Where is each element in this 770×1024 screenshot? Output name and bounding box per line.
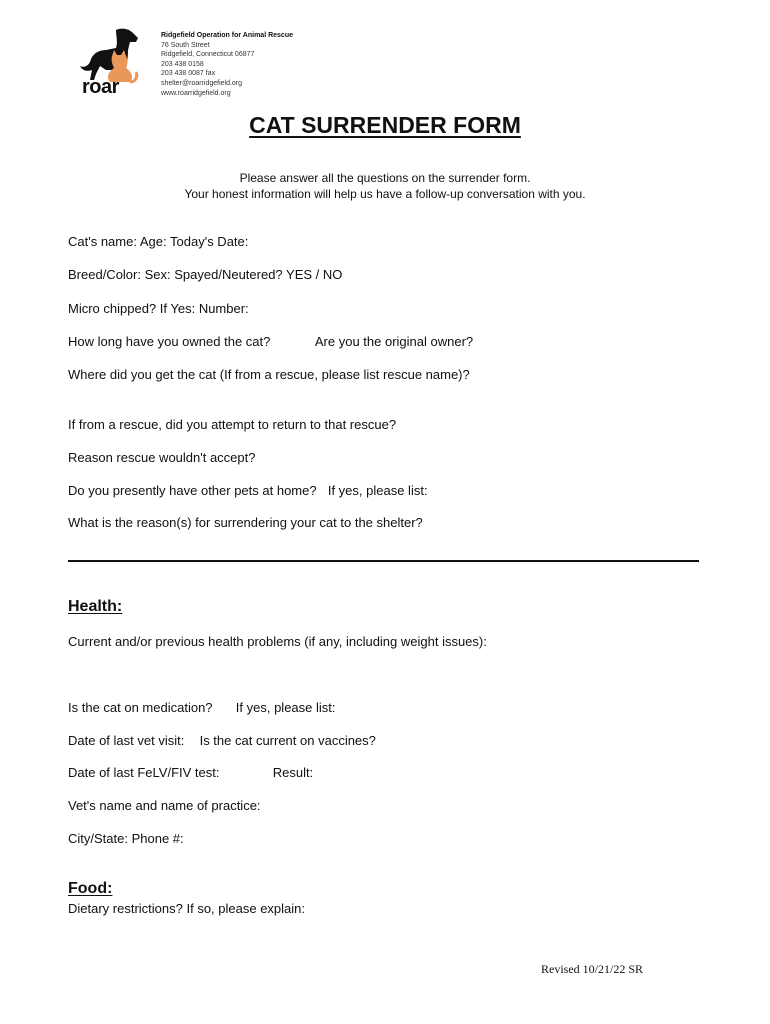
city-state-label: City/State:: [68, 831, 128, 846]
sex-label: Sex:: [144, 267, 171, 282]
row-microchip: [68, 301, 249, 316]
row-breed: [68, 267, 342, 282]
org-name: Ridgefield Operation for Animal Rescue: [161, 32, 293, 39]
where-label: Where did you get the cat (If from a rescue, please list rescue name)?: [68, 367, 470, 382]
age-label: Age:: [139, 234, 167, 249]
medication-label: Is the cat on medication?: [68, 700, 213, 715]
dietary-label: Dietary restrictions? If so, please explain:: [68, 901, 305, 916]
reason-surrender-continuation-line[interactable]: [68, 560, 699, 562]
medication-list-label: If yes, please list:: [235, 700, 336, 715]
vet-name-label: Vet's name and name of practice:: [68, 798, 261, 813]
roar-logo: [76, 26, 146, 100]
row-return-rescue: [68, 417, 396, 432]
revision-note: Revised 10/21/22 SR: [541, 962, 644, 976]
row-vet-name: [68, 798, 261, 813]
row-medication: [68, 700, 336, 715]
row-where: [68, 367, 470, 382]
phone-label: Phone #:: [131, 831, 184, 846]
row-health-problems: [68, 634, 487, 649]
reason-rescue-label: Reason rescue wouldn't accept?: [68, 450, 256, 465]
spayed-label[interactable]: Spayed/Neutered? YES / NO: [174, 267, 343, 282]
row-reason-rescue: [68, 450, 255, 465]
form-title: CAT SURRENDER FORM: [249, 112, 521, 138]
how-long-label: How long have you owned the cat?: [68, 334, 271, 349]
health-heading: Health:: [68, 598, 123, 615]
other-pets-list-label: If yes, please list:: [327, 483, 428, 498]
other-pets-label: Do you presently have other pets at home?: [68, 483, 317, 498]
return-rescue-label: If from a rescue, did you attempt to return to that rescue?: [68, 417, 397, 432]
row-ownership: [68, 334, 473, 349]
health-problems-label: Current and/or previous health problems (if any, including weight issues):: [68, 634, 487, 649]
intro-line-2: Your honest information will help us have a follow-up conversation with you.: [184, 187, 586, 201]
org-street: 76 South Street: [161, 41, 210, 49]
org-website: www.roarridgefield.org: [161, 89, 231, 97]
row-reason-surrender: [68, 515, 423, 530]
vaccines-label: Is the cat current on vaccines?: [199, 733, 376, 748]
reason-surrender-label: What is the reason(s) for surrendering your cat to the shelter?: [68, 515, 423, 530]
food-heading: Food:: [68, 880, 113, 897]
row-vet-visit: [68, 733, 376, 748]
org-phone: 203 438 0158: [161, 60, 204, 68]
organization-address: [161, 31, 293, 98]
logo-wordmark: roar: [82, 76, 119, 98]
row-felv: [68, 765, 313, 780]
breed-color-label: Breed/Color:: [68, 267, 141, 282]
felv-test-label: Date of last FeLV/FIV test:: [68, 765, 220, 780]
microchip-label: Micro chipped?: [68, 301, 157, 316]
todays-date-label: Today's Date:: [170, 234, 249, 249]
row-cat-name: [68, 234, 248, 249]
result-label: Result:: [272, 765, 314, 780]
org-city: Ridgefield, Connecticut 06877: [161, 51, 255, 59]
last-vet-visit-label: Date of last vet visit:: [68, 733, 185, 748]
org-email: shelter@roarridgefield.org: [161, 79, 243, 87]
original-owner-label: Are you the original owner?: [314, 334, 474, 349]
cat-name-label: Cat's name:: [68, 234, 137, 249]
row-other-pets: [68, 483, 428, 498]
row-dietary: [68, 901, 305, 916]
org-fax: 203 438 0087 fax: [161, 70, 216, 78]
chip-number-label: If Yes: Number:: [159, 301, 249, 316]
row-city-phone: [68, 831, 184, 846]
intro-line-1: Please answer all the questions on the surrender form.: [239, 171, 531, 185]
